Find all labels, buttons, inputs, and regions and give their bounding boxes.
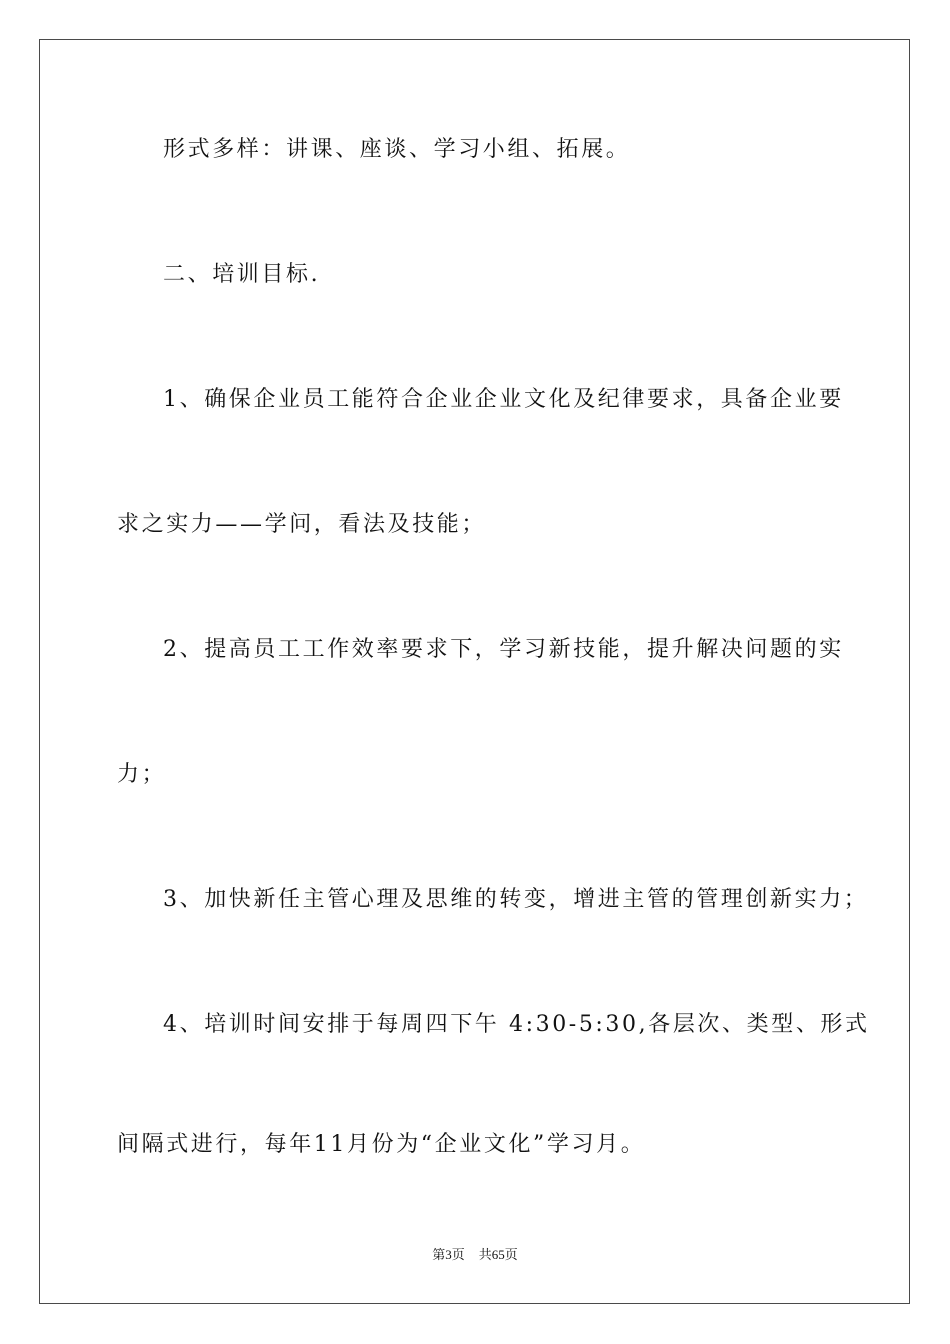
paragraph-line-6: 力； <box>117 762 167 787</box>
page-footer <box>0 1245 950 1265</box>
paragraph-line-4: 求之实力——学问，看法及技能； <box>117 512 487 537</box>
section-heading-training-goals: 二、培训目标. <box>163 262 321 287</box>
page-border <box>39 39 910 1304</box>
paragraph-line-7: 3、加快新任主管心理及思维的转变，增进主管的管理创新实力； <box>163 887 869 912</box>
total-pages: 共65页 <box>478 1247 518 1262</box>
paragraph-line-9: 间隔式进行，每年11月份为“企业文化”学习月。 <box>117 1132 646 1157</box>
paragraph-line-3: 1、确保企业员工能符合企业企业文化及纪律要求，具备企业要 <box>163 387 844 412</box>
paragraph-line-1: 形式多样：讲课、座谈、学习小组、拓展。 <box>163 137 631 162</box>
paragraph-line-5: 2、提高员工工作效率要求下，学习新技能，提升解决问题的实 <box>163 637 844 662</box>
paragraph-line-8: 4、培训时间安排于每周四下午 4:30-5:30,各层次、类型、形式 <box>163 1012 870 1037</box>
page-number: 第3页 <box>432 1247 465 1262</box>
